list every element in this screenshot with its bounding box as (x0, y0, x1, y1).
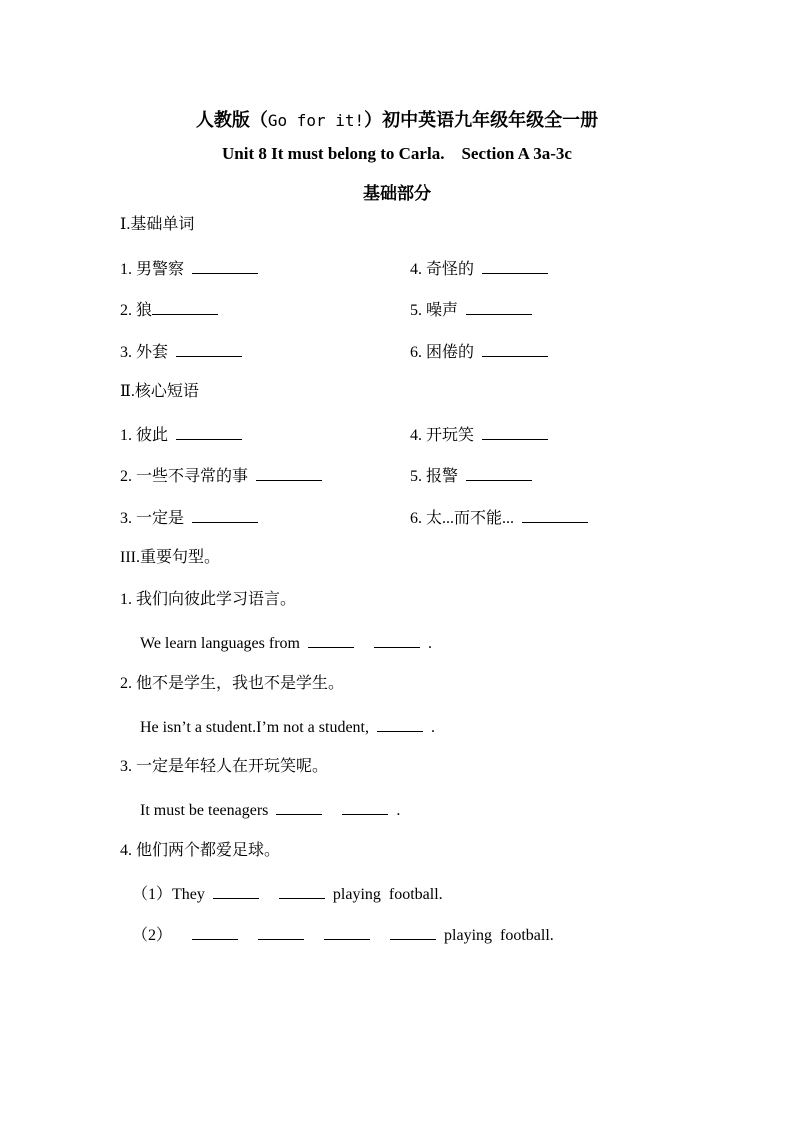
q1-chinese: 1. 我们向彼此学习语言。 (120, 591, 297, 608)
answer-blank[interactable] (374, 632, 420, 648)
q4-a-suffix: playing football. (332, 886, 443, 903)
answer-blank[interactable] (276, 799, 322, 815)
q4-a-prefix: （1）They (132, 886, 205, 903)
section1-heading: Ⅰ.基础单词 (120, 216, 195, 233)
item-label: 4. 开玩笑 (410, 427, 475, 444)
section1-item-3 (120, 341, 242, 363)
answer-blank[interactable] (192, 258, 258, 274)
section2-item-3 (120, 507, 258, 529)
answer-blank[interactable] (522, 507, 588, 523)
unit-subtitle: Unit 8 It must belong to Carla. Section A 3a-3c (222, 144, 572, 163)
item-label: 6. 困倦的 (410, 344, 475, 361)
answer-blank[interactable] (342, 799, 388, 815)
q4-answer-2 (132, 924, 554, 946)
page-title (0, 106, 794, 132)
section1-item-5 (410, 299, 532, 321)
answer-blank[interactable] (279, 883, 325, 899)
section1-item-2 (120, 299, 218, 321)
answer-blank[interactable] (482, 341, 548, 357)
q3-sentence: It must be teenagers (140, 802, 269, 819)
answer-blank[interactable] (466, 465, 532, 481)
answer-blank[interactable] (482, 424, 548, 440)
answer-blank[interactable] (466, 299, 532, 315)
answer-blank[interactable] (192, 507, 258, 523)
answer-blank[interactable] (390, 924, 436, 940)
answer-blank[interactable] (176, 424, 242, 440)
item-label: 3. 一定是 (120, 510, 185, 527)
title-pre: 人教版（ (195, 110, 268, 130)
q3-chinese: 3. 一定是年轻人在开玩笑呢。 (120, 758, 329, 775)
section2-item-2 (120, 465, 322, 487)
q2-chinese: 2. 他不是学生，我也不是学生。 (120, 675, 345, 692)
answer-blank[interactable] (152, 299, 218, 315)
item-label: 3. 外套 (120, 344, 169, 361)
answer-blank[interactable] (482, 258, 548, 274)
answer-blank[interactable] (324, 924, 370, 940)
q4-b-prefix: （2） (132, 927, 173, 944)
answer-blank[interactable] (377, 716, 423, 732)
section2-item-1 (120, 424, 242, 446)
period: . (431, 719, 435, 736)
q1-english (140, 632, 432, 654)
section2-item-4 (410, 424, 548, 446)
item-label: 2. 一些不寻常的事 (120, 468, 249, 485)
section3-heading: III.重要句型。 (120, 549, 220, 566)
period: . (396, 802, 401, 819)
item-label: 1. 彼此 (120, 427, 169, 444)
item-label: 4. 奇怪的 (410, 261, 475, 278)
section2-item-6 (410, 507, 588, 529)
section1-item-1 (120, 258, 258, 280)
title-mono: Go for it! (267, 111, 365, 130)
section2-heading: Ⅱ.核心短语 (120, 383, 199, 400)
item-label: 6. 太...而不能... (410, 510, 515, 527)
item-label: 5. 报警 (410, 468, 459, 485)
q4-chinese: 4. 他们两个都爱足球。 (120, 842, 281, 859)
answer-blank[interactable] (308, 632, 354, 648)
section1-item-4 (410, 258, 548, 280)
q2-english (140, 716, 435, 738)
section1-item-6 (410, 341, 548, 363)
answer-blank[interactable] (258, 924, 304, 940)
q4-b-suffix: playing football. (444, 927, 554, 944)
q4-answer-1 (132, 883, 443, 905)
part-heading: 基础部分 (363, 184, 431, 203)
title-post: ）初中英语九年级年级全一册 (364, 110, 599, 130)
item-label: 5. 噪声 (410, 302, 459, 319)
q3-english (140, 799, 400, 821)
q1-sentence: We learn languages from (140, 635, 300, 652)
item-label: 1. 男警察 (120, 261, 185, 278)
q2-sentence: He isn’t a student.I’m not a student, (140, 719, 369, 736)
period: . (427, 635, 432, 652)
answer-blank[interactable] (213, 883, 259, 899)
item-label: 2. 狼 (120, 302, 153, 319)
answer-blank[interactable] (192, 924, 238, 940)
answer-blank[interactable] (176, 341, 242, 357)
section2-item-5 (410, 465, 532, 487)
answer-blank[interactable] (256, 465, 322, 481)
